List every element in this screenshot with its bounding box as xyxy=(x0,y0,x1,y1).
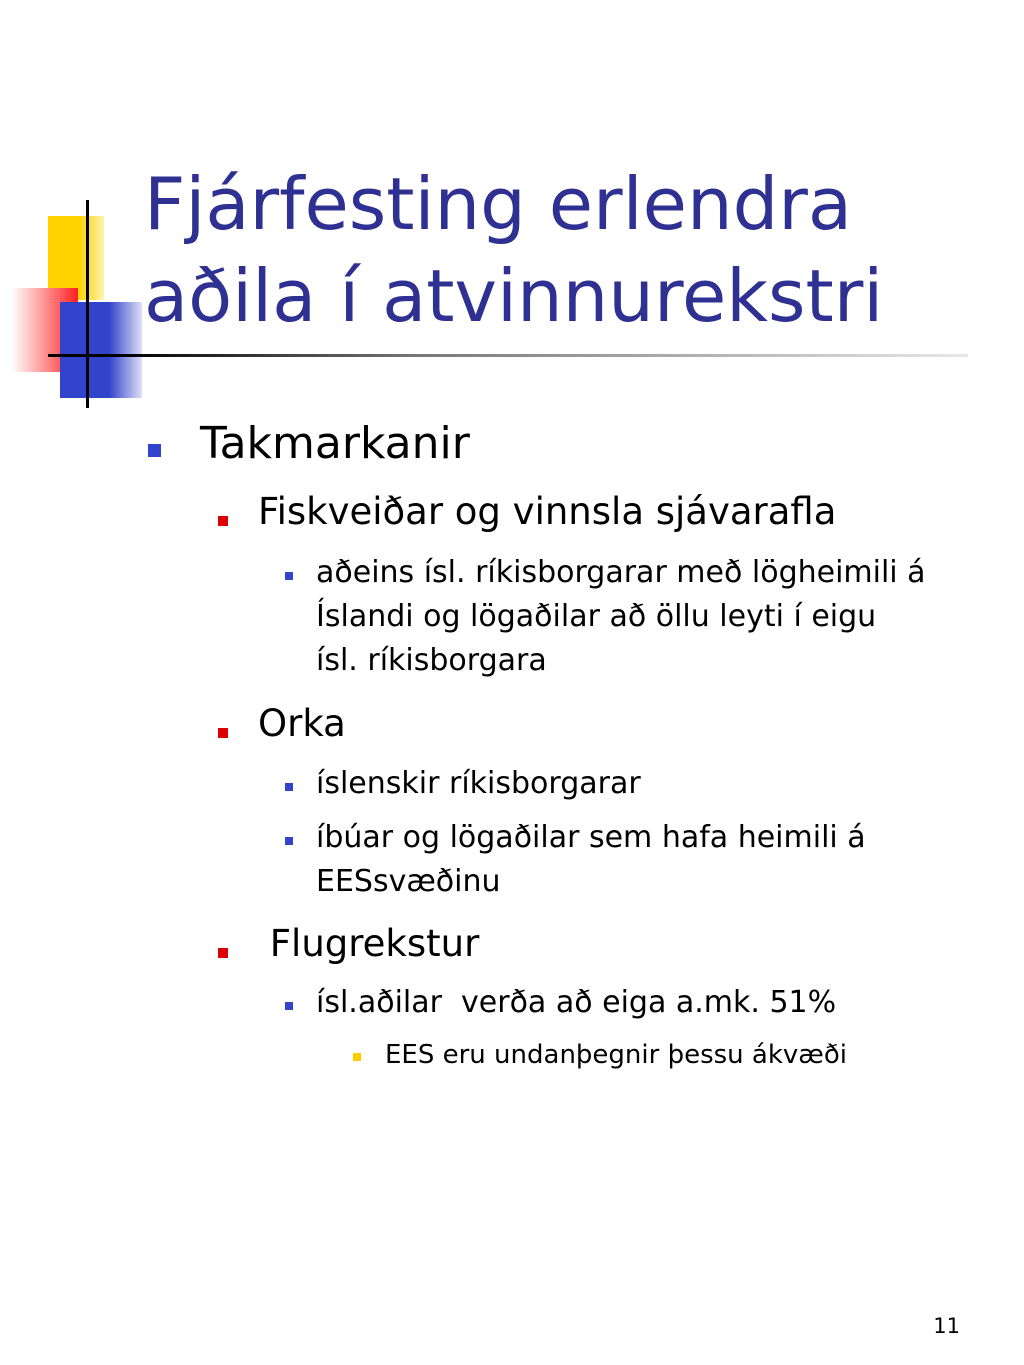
bullet-fiskveidar: Fiskveiðar og vinnsla sjávarafla xyxy=(258,488,836,536)
title-line-1: Fjárfesting erlendra xyxy=(144,162,853,246)
square-bullet-icon xyxy=(285,783,293,791)
slide-title xyxy=(144,158,1004,342)
bullet-orka: Orka xyxy=(258,700,346,748)
decorative-squares xyxy=(0,0,150,420)
bullet-adeins: aðeins ísl. ríkisborgarar með lögheimili á Íslandi og lögaðilar að öllu leyti í eigu ísl. ríkisborgara xyxy=(316,551,926,683)
square-bullet-icon xyxy=(218,948,228,958)
bullet-islenskir: íslenskir ríkisborgarar xyxy=(316,762,641,806)
square-bullet-icon xyxy=(285,572,293,580)
square-bullet-icon xyxy=(353,1053,361,1061)
square-bullet-icon xyxy=(148,444,161,457)
bullet-ees: EES eru undanþegnir þessu ákvæði xyxy=(385,1037,847,1073)
square-bullet-icon xyxy=(218,728,228,738)
title-line-2: aðila í atvinnurekstri xyxy=(144,254,884,338)
square-bullet-icon xyxy=(285,837,293,845)
vertical-line xyxy=(86,200,89,408)
bullet-flugrekstur: Flugrekstur xyxy=(258,920,479,968)
bullet-takmarkanir: Takmarkanir xyxy=(200,416,470,472)
bullet-ibuar: íbúar og lögaðilar sem hafa heimili á EESsvæðinu xyxy=(316,816,866,904)
title-underline xyxy=(48,354,968,357)
bullet-isl-adilar: ísl.aðilar verða að eiga a.mk. 51% xyxy=(316,981,836,1025)
square-bullet-icon xyxy=(285,1002,293,1010)
blue-square xyxy=(60,302,142,398)
page-number: 11 xyxy=(933,1314,960,1338)
square-bullet-icon xyxy=(218,516,228,526)
